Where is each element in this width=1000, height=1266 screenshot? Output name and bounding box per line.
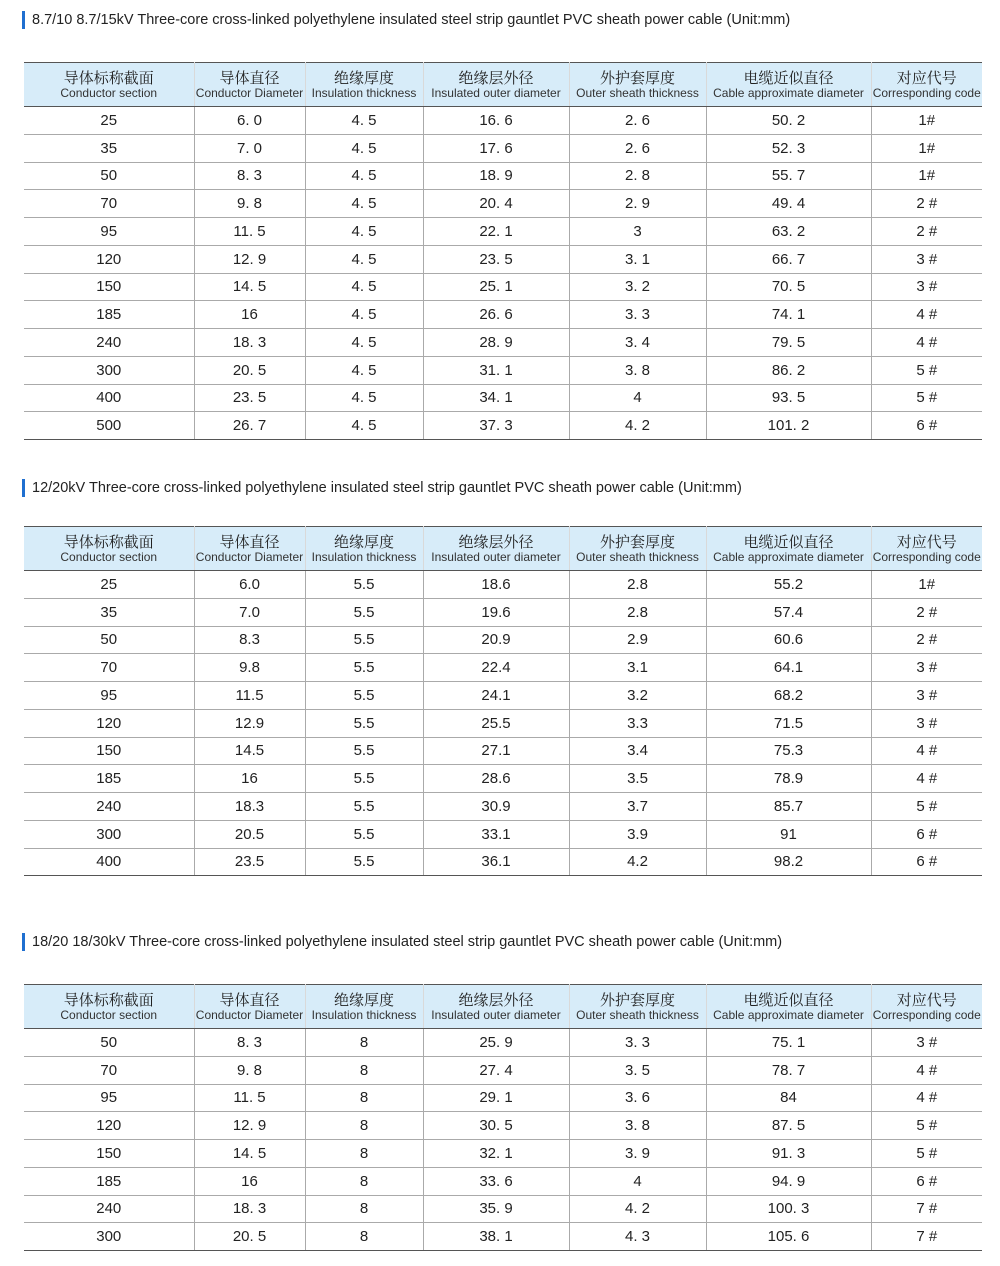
cell-cable-approx-diameter: 100. 3 (706, 1195, 871, 1223)
table-row (24, 273, 982, 301)
cell-insulation-thickness: 4. 5 (305, 218, 423, 246)
cell-insulated-outer-diameter: 18. 9 (423, 162, 569, 190)
table-header-row (24, 527, 982, 571)
cell-cable-approx-diameter: 93. 5 (706, 384, 871, 412)
table-row (24, 1140, 982, 1168)
table-row (24, 709, 982, 737)
cell-outer-sheath-thickness: 3. 2 (569, 273, 706, 301)
cell-cable-approx-diameter: 85.7 (706, 793, 871, 821)
cell-outer-sheath-thickness: 2. 6 (569, 107, 706, 135)
cell-insulation-thickness: 5.5 (305, 571, 423, 599)
cell-corresponding-code: 3 # (871, 654, 982, 682)
cell-corresponding-code: 2 # (871, 190, 982, 218)
cell-conductor-section: 185 (24, 765, 194, 793)
cell-corresponding-code: 5 # (871, 1112, 982, 1140)
cell-corresponding-code: 6 # (871, 820, 982, 848)
cell-conductor-diameter: 9. 8 (194, 190, 305, 218)
cell-conductor-diameter: 12. 9 (194, 1112, 305, 1140)
cell-corresponding-code: 5 # (871, 384, 982, 412)
cell-outer-sheath-thickness: 3. 5 (569, 1056, 706, 1084)
cell-conductor-section: 120 (24, 245, 194, 273)
cell-cable-approx-diameter: 86. 2 (706, 356, 871, 384)
cell-corresponding-code: 5 # (871, 1140, 982, 1168)
cell-outer-sheath-thickness: 3 (569, 218, 706, 246)
cell-cable-approx-diameter: 68.2 (706, 682, 871, 710)
cell-cable-approx-diameter: 78.9 (706, 765, 871, 793)
cell-outer-sheath-thickness: 4 (569, 1167, 706, 1195)
cell-insulation-thickness: 4. 5 (305, 273, 423, 301)
table-row (24, 1084, 982, 1112)
table-row (24, 654, 982, 682)
cell-cable-approx-diameter: 75.3 (706, 737, 871, 765)
cell-insulated-outer-diameter: 17. 6 (423, 134, 569, 162)
cell-cable-approx-diameter: 91 (706, 820, 871, 848)
table-row (24, 190, 982, 218)
table-row (24, 412, 982, 440)
table-row (24, 356, 982, 384)
cell-cable-approx-diameter: 57.4 (706, 598, 871, 626)
cell-conductor-diameter: 16 (194, 765, 305, 793)
cell-insulation-thickness: 5.5 (305, 820, 423, 848)
table-row (24, 765, 982, 793)
cell-conductor-diameter: 7. 0 (194, 134, 305, 162)
cell-cable-approx-diameter: 66. 7 (706, 245, 871, 273)
cell-cable-approx-diameter: 98.2 (706, 848, 871, 876)
cell-corresponding-code: 3 # (871, 1029, 982, 1057)
cell-cable-approx-diameter: 70. 5 (706, 273, 871, 301)
table-row (24, 245, 982, 273)
table-row (24, 218, 982, 246)
cell-conductor-diameter: 6. 0 (194, 107, 305, 135)
table-row (24, 571, 982, 599)
header-conductor-section: 导体标称截面 Conductor section (24, 63, 194, 107)
cell-outer-sheath-thickness: 2. 8 (569, 162, 706, 190)
cell-insulated-outer-diameter: 20. 4 (423, 190, 569, 218)
cell-insulated-outer-diameter: 36.1 (423, 848, 569, 876)
cell-insulated-outer-diameter: 38. 1 (423, 1223, 569, 1251)
cell-insulation-thickness: 4. 5 (305, 384, 423, 412)
cell-conductor-diameter: 20. 5 (194, 356, 305, 384)
heading-accent-bar (22, 479, 25, 497)
cell-conductor-diameter: 18. 3 (194, 1195, 305, 1223)
cell-conductor-diameter: 12.9 (194, 709, 305, 737)
cell-insulated-outer-diameter: 20.9 (423, 626, 569, 654)
cell-outer-sheath-thickness: 2.9 (569, 626, 706, 654)
cell-conductor-section: 70 (24, 190, 194, 218)
cell-conductor-diameter: 14. 5 (194, 273, 305, 301)
cell-conductor-section: 50 (24, 626, 194, 654)
cell-insulated-outer-diameter: 27. 4 (423, 1056, 569, 1084)
cell-conductor-diameter: 20. 5 (194, 1223, 305, 1251)
header-corresponding-code: 对应代号 Corresponding code (871, 63, 982, 107)
cell-cable-approx-diameter: 49. 4 (706, 190, 871, 218)
cell-conductor-diameter: 18.3 (194, 793, 305, 821)
cell-conductor-section: 120 (24, 1112, 194, 1140)
cell-conductor-diameter: 14. 5 (194, 1140, 305, 1168)
cell-outer-sheath-thickness: 3. 8 (569, 1112, 706, 1140)
cell-conductor-section: 150 (24, 1140, 194, 1168)
table-row (24, 1029, 982, 1057)
cell-conductor-diameter: 9. 8 (194, 1056, 305, 1084)
table-row (24, 162, 982, 190)
spec-table-2 (24, 526, 982, 876)
header-conductor-diameter: 导体直径 Conductor Diameter (194, 63, 305, 107)
table-row (24, 1056, 982, 1084)
cell-conductor-section: 25 (24, 107, 194, 135)
cell-insulated-outer-diameter: 26. 6 (423, 301, 569, 329)
cell-cable-approx-diameter: 64.1 (706, 654, 871, 682)
header-insulated-outer-diameter: 绝缘层外径 Insulated outer diameter (423, 527, 569, 571)
cell-insulated-outer-diameter: 18.6 (423, 571, 569, 599)
cell-insulated-outer-diameter: 27.1 (423, 737, 569, 765)
cell-corresponding-code: 1# (871, 134, 982, 162)
cell-conductor-diameter: 20.5 (194, 820, 305, 848)
cell-conductor-section: 185 (24, 301, 194, 329)
spec-table-3 (24, 984, 982, 1251)
cell-outer-sheath-thickness: 4.2 (569, 848, 706, 876)
cell-insulation-thickness: 8 (305, 1223, 423, 1251)
cell-conductor-diameter: 6.0 (194, 571, 305, 599)
section-1-heading (24, 10, 790, 30)
section-3-heading (24, 932, 782, 952)
table-row (24, 598, 982, 626)
cell-corresponding-code: 5 # (871, 793, 982, 821)
cell-insulation-thickness: 5.5 (305, 626, 423, 654)
header-conductor-diameter: 导体直径 Conductor Diameter (194, 985, 305, 1029)
cell-conductor-section: 500 (24, 412, 194, 440)
cell-outer-sheath-thickness: 3. 8 (569, 356, 706, 384)
cell-insulation-thickness: 5.5 (305, 793, 423, 821)
cell-corresponding-code: 1# (871, 571, 982, 599)
section-1-title: 8.7/10 8.7/15kV Three-core cross-linked polyethylene insulated steel strip gauntlet PVC sheath power cable (Unit:mm) (32, 12, 791, 28)
cell-conductor-section: 400 (24, 848, 194, 876)
cell-insulation-thickness: 8 (305, 1084, 423, 1112)
cell-outer-sheath-thickness: 4. 2 (569, 1195, 706, 1223)
cell-corresponding-code: 5 # (871, 356, 982, 384)
table-row (24, 1223, 982, 1251)
cell-insulation-thickness: 5.5 (305, 709, 423, 737)
cell-conductor-diameter: 14.5 (194, 737, 305, 765)
cell-cable-approx-diameter: 87. 5 (706, 1112, 871, 1140)
cell-cable-approx-diameter: 105. 6 (706, 1223, 871, 1251)
header-conductor-section: 导体标称截面 Conductor section (24, 985, 194, 1029)
table-row (24, 1195, 982, 1223)
cell-insulation-thickness: 8 (305, 1140, 423, 1168)
cell-insulated-outer-diameter: 33. 6 (423, 1167, 569, 1195)
cell-conductor-section: 35 (24, 598, 194, 626)
cell-cable-approx-diameter: 50. 2 (706, 107, 871, 135)
table-row (24, 384, 982, 412)
cell-conductor-section: 25 (24, 571, 194, 599)
cell-outer-sheath-thickness: 3.9 (569, 820, 706, 848)
table-row (24, 737, 982, 765)
cell-outer-sheath-thickness: 3. 9 (569, 1140, 706, 1168)
cell-outer-sheath-thickness: 3. 4 (569, 329, 706, 357)
cell-insulation-thickness: 4. 5 (305, 301, 423, 329)
cell-insulation-thickness: 4. 5 (305, 356, 423, 384)
section-3-title: 18/20 18/30kV Three-core cross-linked polyethylene insulated steel strip gauntlet PVC sheath power cable (Unit:mm) (32, 934, 783, 950)
cell-insulation-thickness: 8 (305, 1195, 423, 1223)
cell-cable-approx-diameter: 75. 1 (706, 1029, 871, 1057)
header-insulation-thickness: 绝缘厚度 Insulation thickness (305, 985, 423, 1029)
cell-insulation-thickness: 8 (305, 1112, 423, 1140)
cell-insulation-thickness: 5.5 (305, 737, 423, 765)
cell-insulation-thickness: 4. 5 (305, 329, 423, 357)
cell-insulated-outer-diameter: 35. 9 (423, 1195, 569, 1223)
cell-conductor-section: 95 (24, 1084, 194, 1112)
cell-insulation-thickness: 5.5 (305, 765, 423, 793)
cell-conductor-section: 95 (24, 218, 194, 246)
cell-insulated-outer-diameter: 22.4 (423, 654, 569, 682)
table-row (24, 848, 982, 876)
table-row (24, 301, 982, 329)
table-row (24, 793, 982, 821)
cell-corresponding-code: 6 # (871, 848, 982, 876)
cell-outer-sheath-thickness: 4. 3 (569, 1223, 706, 1251)
header-conductor-diameter: 导体直径 Conductor Diameter (194, 527, 305, 571)
cell-corresponding-code: 6 # (871, 412, 982, 440)
cell-cable-approx-diameter: 71.5 (706, 709, 871, 737)
cell-corresponding-code: 4 # (871, 737, 982, 765)
cell-insulated-outer-diameter: 16. 6 (423, 107, 569, 135)
header-outer-sheath-thickness: 外护套厚度 Outer sheath thickness (569, 63, 706, 107)
cell-outer-sheath-thickness: 4. 2 (569, 412, 706, 440)
cell-cable-approx-diameter: 55.2 (706, 571, 871, 599)
table-row (24, 329, 982, 357)
cell-corresponding-code: 4 # (871, 1084, 982, 1112)
cell-outer-sheath-thickness: 3.2 (569, 682, 706, 710)
cell-insulation-thickness: 4. 5 (305, 412, 423, 440)
cell-cable-approx-diameter: 60.6 (706, 626, 871, 654)
header-corresponding-code: 对应代号 Corresponding code (871, 985, 982, 1029)
cell-corresponding-code: 1# (871, 162, 982, 190)
header-insulated-outer-diameter: 绝缘层外径 Insulated outer diameter (423, 63, 569, 107)
cell-insulated-outer-diameter: 33.1 (423, 820, 569, 848)
cell-insulated-outer-diameter: 25.5 (423, 709, 569, 737)
cell-insulated-outer-diameter: 25. 1 (423, 273, 569, 301)
cell-insulated-outer-diameter: 23. 5 (423, 245, 569, 273)
cell-insulation-thickness: 5.5 (305, 682, 423, 710)
header-outer-sheath-thickness: 外护套厚度 Outer sheath thickness (569, 985, 706, 1029)
cell-corresponding-code: 2 # (871, 626, 982, 654)
cell-outer-sheath-thickness: 4 (569, 384, 706, 412)
header-cable-approx-diameter: 电缆近似直径 Cable approximate diameter (706, 63, 871, 107)
cell-corresponding-code: 2 # (871, 598, 982, 626)
cell-outer-sheath-thickness: 3.7 (569, 793, 706, 821)
cell-insulated-outer-diameter: 28.6 (423, 765, 569, 793)
cell-outer-sheath-thickness: 3.5 (569, 765, 706, 793)
cell-conductor-diameter: 7.0 (194, 598, 305, 626)
cell-cable-approx-diameter: 74. 1 (706, 301, 871, 329)
heading-accent-bar (22, 11, 25, 29)
cell-conductor-section: 95 (24, 682, 194, 710)
cell-insulation-thickness: 4. 5 (305, 190, 423, 218)
cell-insulated-outer-diameter: 32. 1 (423, 1140, 569, 1168)
cell-conductor-section: 150 (24, 737, 194, 765)
cell-corresponding-code: 6 # (871, 1167, 982, 1195)
header-conductor-section: 导体标称截面 Conductor section (24, 527, 194, 571)
cell-insulated-outer-diameter: 19.6 (423, 598, 569, 626)
cell-insulated-outer-diameter: 31. 1 (423, 356, 569, 384)
cell-insulation-thickness: 4. 5 (305, 162, 423, 190)
cell-outer-sheath-thickness: 3. 6 (569, 1084, 706, 1112)
header-cable-approx-diameter: 电缆近似直径 Cable approximate diameter (706, 527, 871, 571)
cell-outer-sheath-thickness: 2.8 (569, 598, 706, 626)
cell-insulation-thickness: 4. 5 (305, 134, 423, 162)
cell-cable-approx-diameter: 55. 7 (706, 162, 871, 190)
cell-corresponding-code: 4 # (871, 301, 982, 329)
cell-conductor-diameter: 18. 3 (194, 329, 305, 357)
cell-cable-approx-diameter: 78. 7 (706, 1056, 871, 1084)
cell-conductor-section: 240 (24, 329, 194, 357)
cell-insulation-thickness: 5.5 (305, 654, 423, 682)
section-2-title: 12/20kV Three-core cross-linked polyethylene insulated steel strip gauntlet PVC sheath power cable (Unit:mm) (32, 480, 742, 496)
cell-cable-approx-diameter: 91. 3 (706, 1140, 871, 1168)
cell-conductor-section: 300 (24, 356, 194, 384)
cell-insulation-thickness: 5.5 (305, 848, 423, 876)
cell-outer-sheath-thickness: 3. 1 (569, 245, 706, 273)
header-outer-sheath-thickness: 外护套厚度 Outer sheath thickness (569, 527, 706, 571)
cell-insulated-outer-diameter: 25. 9 (423, 1029, 569, 1057)
table-row (24, 820, 982, 848)
cell-corresponding-code: 3 # (871, 245, 982, 273)
spec-table-1 (24, 62, 982, 440)
cell-corresponding-code: 3 # (871, 273, 982, 301)
table-row (24, 1112, 982, 1140)
table-row (24, 1167, 982, 1195)
cell-insulation-thickness: 8 (305, 1167, 423, 1195)
cell-corresponding-code: 3 # (871, 709, 982, 737)
cell-conductor-diameter: 11.5 (194, 682, 305, 710)
header-insulation-thickness: 绝缘厚度 Insulation thickness (305, 63, 423, 107)
cell-conductor-diameter: 11. 5 (194, 1084, 305, 1112)
cell-insulated-outer-diameter: 24.1 (423, 682, 569, 710)
table-row (24, 134, 982, 162)
cell-cable-approx-diameter: 63. 2 (706, 218, 871, 246)
header-corresponding-code: 对应代号 Corresponding code (871, 527, 982, 571)
cell-cable-approx-diameter: 94. 9 (706, 1167, 871, 1195)
cell-conductor-section: 400 (24, 384, 194, 412)
cell-conductor-section: 300 (24, 1223, 194, 1251)
table-row (24, 626, 982, 654)
cell-conductor-diameter: 23. 5 (194, 384, 305, 412)
cell-cable-approx-diameter: 79. 5 (706, 329, 871, 357)
cell-cable-approx-diameter: 52. 3 (706, 134, 871, 162)
cell-conductor-section: 240 (24, 1195, 194, 1223)
cell-insulated-outer-diameter: 30. 5 (423, 1112, 569, 1140)
cell-insulated-outer-diameter: 29. 1 (423, 1084, 569, 1112)
cell-conductor-diameter: 23.5 (194, 848, 305, 876)
cell-outer-sheath-thickness: 3. 3 (569, 1029, 706, 1057)
cell-corresponding-code: 3 # (871, 682, 982, 710)
cell-conductor-diameter: 12. 9 (194, 245, 305, 273)
cell-conductor-section: 70 (24, 1056, 194, 1084)
cell-conductor-section: 150 (24, 273, 194, 301)
cell-conductor-section: 240 (24, 793, 194, 821)
cell-conductor-diameter: 8. 3 (194, 1029, 305, 1057)
cell-insulated-outer-diameter: 34. 1 (423, 384, 569, 412)
cell-outer-sheath-thickness: 2. 9 (569, 190, 706, 218)
cell-outer-sheath-thickness: 3. 3 (569, 301, 706, 329)
cell-conductor-section: 185 (24, 1167, 194, 1195)
cell-insulation-thickness: 8 (305, 1056, 423, 1084)
cell-outer-sheath-thickness: 3.1 (569, 654, 706, 682)
cell-conductor-section: 300 (24, 820, 194, 848)
cell-conductor-diameter: 8. 3 (194, 162, 305, 190)
cell-conductor-diameter: 9.8 (194, 654, 305, 682)
cell-insulated-outer-diameter: 37. 3 (423, 412, 569, 440)
cell-conductor-diameter: 16 (194, 1167, 305, 1195)
cell-insulated-outer-diameter: 28. 9 (423, 329, 569, 357)
cell-corresponding-code: 7 # (871, 1195, 982, 1223)
cell-conductor-section: 50 (24, 162, 194, 190)
cell-conductor-section: 70 (24, 654, 194, 682)
cell-insulation-thickness: 5.5 (305, 598, 423, 626)
table-row (24, 107, 982, 135)
cell-cable-approx-diameter: 84 (706, 1084, 871, 1112)
cell-corresponding-code: 7 # (871, 1223, 982, 1251)
cell-conductor-diameter: 8.3 (194, 626, 305, 654)
cell-outer-sheath-thickness: 3.4 (569, 737, 706, 765)
cell-corresponding-code: 1# (871, 107, 982, 135)
cell-conductor-diameter: 11. 5 (194, 218, 305, 246)
cell-insulated-outer-diameter: 30.9 (423, 793, 569, 821)
cell-conductor-diameter: 26. 7 (194, 412, 305, 440)
cell-conductor-section: 50 (24, 1029, 194, 1057)
header-insulation-thickness: 绝缘厚度 Insulation thickness (305, 527, 423, 571)
cell-outer-sheath-thickness: 2.8 (569, 571, 706, 599)
cell-corresponding-code: 4 # (871, 765, 982, 793)
cell-insulated-outer-diameter: 22. 1 (423, 218, 569, 246)
section-2-heading (24, 478, 742, 498)
cell-cable-approx-diameter: 101. 2 (706, 412, 871, 440)
cell-insulation-thickness: 4. 5 (305, 245, 423, 273)
cell-corresponding-code: 2 # (871, 218, 982, 246)
table-row (24, 682, 982, 710)
cell-conductor-section: 35 (24, 134, 194, 162)
table-header-row (24, 985, 982, 1029)
cell-corresponding-code: 4 # (871, 1056, 982, 1084)
cell-insulation-thickness: 4. 5 (305, 107, 423, 135)
heading-accent-bar (22, 933, 25, 951)
cell-conductor-diameter: 16 (194, 301, 305, 329)
cell-corresponding-code: 4 # (871, 329, 982, 357)
header-cable-approx-diameter: 电缆近似直径 Cable approximate diameter (706, 985, 871, 1029)
cell-outer-sheath-thickness: 2. 6 (569, 134, 706, 162)
cell-outer-sheath-thickness: 3.3 (569, 709, 706, 737)
table-header-row (24, 63, 982, 107)
cell-insulation-thickness: 8 (305, 1029, 423, 1057)
header-insulated-outer-diameter: 绝缘层外径 Insulated outer diameter (423, 985, 569, 1029)
cell-conductor-section: 120 (24, 709, 194, 737)
